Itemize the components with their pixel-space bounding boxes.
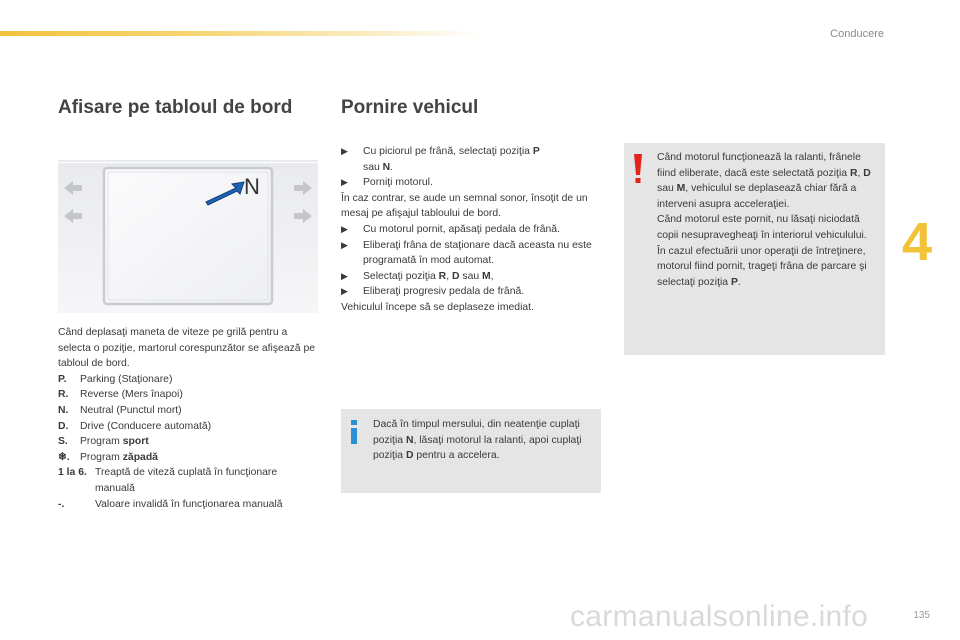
list-item: ▶ Cu piciorul pe frână, selectaţi poziţia P sau N. (341, 144, 603, 175)
watermark: carmanualsonline.info (570, 600, 869, 633)
gear-display-description (58, 325, 318, 512)
dashboard-display-illustration (58, 158, 318, 318)
list-item: R. Reverse (Mers înapoi) (58, 389, 183, 401)
list-item: ▶ Cu motorul pornit, apăsaţi pedala de frână. (341, 222, 603, 238)
top-accent-bar (0, 31, 480, 36)
list-item: N. Neutral (Punctul mort) (58, 404, 182, 416)
list-item: ▶ Porniţi motorul. (341, 175, 603, 191)
middle-section-title: Pornire vehicul (341, 97, 479, 118)
list-item: 1 la 6. Treaptă de viteză cuplată în funcţionare manuală (58, 467, 278, 494)
gear-indicator: N (244, 174, 260, 199)
warning-box (624, 143, 885, 355)
list-item: D. Drive (Conducere automată) (58, 420, 212, 432)
list-item: -. Valoare invalidă în funcţionarea manuală (58, 498, 283, 510)
list-item: ▶ Eliberaţi frâna de staţionare dacă aceasta nu este programată în mod automat. (341, 238, 603, 269)
list-item: ▶ Eliberaţi progresiv pedala de frână. (341, 284, 603, 300)
section-label: Conducere (830, 28, 884, 40)
bullet-icon: ▶ (341, 177, 348, 188)
page-number: 135 (913, 610, 930, 621)
paragraph: Vehiculul începe să se deplaseze imediat. (341, 301, 534, 313)
info-note-box (341, 409, 601, 493)
snowflake-icon: ❄. (58, 451, 70, 463)
paragraph: În caz contrar, se aude un semnal sonor, însoţit de un mesaj pe afişajul tabloului de bord. (341, 192, 588, 220)
bullet-icon: ▶ (341, 286, 348, 297)
bullet-icon: ▶ (341, 223, 348, 234)
info-icon (347, 419, 361, 445)
info-note-text: Dacă în timpul mersului, din neatenţie cuplaţi poziţia N, lăsaţi motorul la ralanti, apoi cuplaţi poziţia D pentru a accelera. (373, 419, 582, 462)
left-section-title: Afisare pe tabloul de bord (58, 97, 293, 118)
bullet-icon: ▶ (341, 239, 348, 250)
start-vehicle-instructions (341, 144, 603, 316)
list-item: ▶ Selectaţi poziţia R, D sau M, (341, 269, 603, 285)
list-item: S. Program sport (58, 436, 149, 448)
bullet-icon: ▶ (341, 270, 348, 281)
list-item: ❄. Program zăpadă (58, 450, 318, 466)
chapter-number: 4 (902, 212, 933, 272)
list-item: P. Parking (Staţionare) (58, 373, 173, 385)
bullet-icon: ▶ (341, 146, 348, 156)
intro-text: Când deplasaţi maneta de viteze pe grilă pentru a selecta o poziţie, martorul corespunzător se afişează pe tabloul de bord. (58, 327, 316, 370)
warning-icon (631, 153, 645, 185)
warning-text: Când motorul funcţionează la ralanti, frânele fiind eliberate, dacă este selectată poziţia R, D sau M, vehiculul se deplasează chiar fără a interveni asupra acceleraţiei. Când motorul este pornit, nu lăsaţi niciodată copii nesupravegheaţi în interiorul vehiculului. În cazul efectuării unor operaţii de întreţinere, motorul fiind pornit, trageţi frâna de parcare şi selectaţi poziţia P. (657, 152, 871, 288)
